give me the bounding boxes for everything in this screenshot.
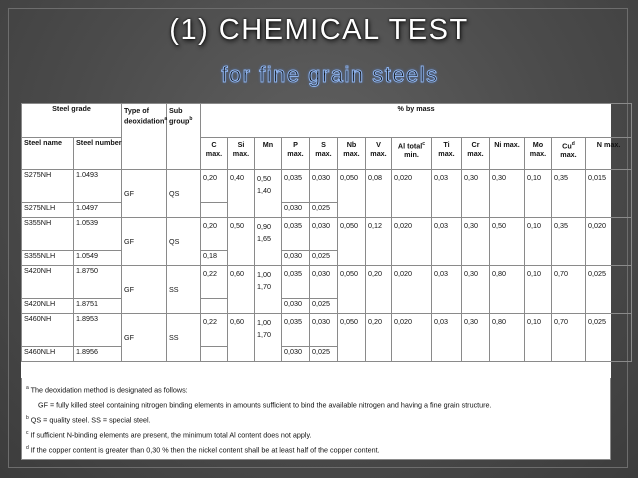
nb-cell: 0,050 [338,314,366,362]
header-element-c [201,138,228,170]
cr-cell: 0,30 [462,218,490,266]
footnote-marker: b [26,415,29,421]
element-symbol: Cu [562,141,572,151]
al-cell: 0,020 [392,170,432,218]
s-cell: 0,025 [310,251,338,266]
element-limit: max. [205,149,223,158]
header-element-s [310,138,338,170]
nb-cell: 0,050 [338,170,366,218]
mn-max-value: 1,65 [257,234,271,243]
element-symbol: V [376,140,381,149]
sub-group-cell: SS [167,266,201,314]
c-cell: 0,18 [201,251,228,266]
footnote [26,426,606,441]
ni-cell: 0,80 [490,266,525,314]
al-cell: 0,020 [392,218,432,266]
ni-cell: 0,50 [490,218,525,266]
sub-group-cell: QS [167,170,201,218]
header-type-of-deoxidation [122,104,167,170]
cu-cell: 0,35 [552,218,586,266]
element-limit: max. [232,149,250,158]
s-cell: 0,030 [310,170,338,203]
steel-name-cell: S275NLH [22,203,74,218]
header-element-p [282,138,310,170]
table-row [22,218,632,251]
footnote-marker: a [26,385,29,391]
steel-name-cell: S460NLH [22,347,74,362]
nb-cell: 0,050 [338,266,366,314]
steel-name-cell: S460NH [22,314,74,347]
al-cell: 0,020 [392,314,432,362]
p-cell: 0,030 [282,347,310,362]
mn-cell [255,266,282,314]
sub-group-cell: QS [167,218,201,266]
table-body [22,170,632,362]
c-cell [201,299,228,314]
footnote [26,381,606,396]
header-element-mn [255,138,282,170]
mn-cell [255,218,282,266]
element-symbol: Ni max. [494,140,520,149]
steel-number-cell: 1.8751 [74,299,122,314]
cu-cell: 0,35 [552,170,586,218]
header-sub-group [167,104,201,170]
v-cell: 0,20 [366,266,392,314]
element-limit: max. [529,149,547,158]
deoxidation-cell: GF [122,266,167,314]
si-cell: 0,60 [228,266,255,314]
header-element-ti [432,138,462,170]
table-row [22,170,632,203]
element-symbol: N max. [596,140,621,149]
element-symbol: S [321,140,326,149]
s-cell: 0,025 [310,299,338,314]
element-symbol: C [211,140,217,149]
steel-number-cell: 1.8953 [74,314,122,347]
header-sub-group-text: Sub group [169,106,190,126]
ti-cell: 0,03 [432,266,462,314]
steel-number-cell: 1.0497 [74,203,122,218]
mo-cell: 0,10 [525,314,552,362]
steel-name-cell: S355NLH [22,251,74,266]
element-sup: d [571,141,575,147]
mn-max-value: 1,40 [257,186,271,195]
header-type-of-deoxidation-sup: a [164,116,168,122]
ni-cell: 0,80 [490,314,525,362]
mn-min-value: 1,00 [257,270,271,279]
mn-max-value: 1,70 [257,330,271,339]
element-symbol: Al total [397,141,423,151]
steel-number-cell: 1.8750 [74,266,122,299]
c-cell: 0,20 [201,218,228,251]
footnote-marker: d [26,445,29,451]
deoxidation-cell: GF [122,170,167,218]
steel-name-cell: S275NH [22,170,74,203]
n-cell: 0,025 [586,266,632,314]
element-limit: max. [467,149,484,158]
v-cell: 0,12 [366,218,392,266]
header-element-cr [462,138,490,170]
footnote-text: If sufficient N-binding elements are present, the minimum total Al content does not apply. [30,430,312,440]
footnote [26,411,606,426]
s-cell: 0,025 [310,347,338,362]
steel-number-cell: 1.0549 [74,251,122,266]
mo-cell: 0,10 [525,218,552,266]
ti-cell: 0,03 [432,314,462,362]
ti-cell: 0,03 [432,218,462,266]
header-steel-name: Steel name [22,138,74,170]
header-steel-number: Steel number [74,138,122,170]
element-symbol-with-sup [554,140,583,150]
nb-cell: 0,050 [338,218,366,266]
s-cell: 0,030 [310,266,338,299]
chemical-composition-table-sheet [21,103,621,460]
element-symbol: P [293,140,298,149]
steel-name-cell: S420NH [22,266,74,299]
p-cell: 0,035 [282,218,310,251]
steel-number-cell: 1.0493 [74,170,122,203]
element-symbol: Si [237,140,245,149]
mn-min-value: 0,90 [257,222,271,231]
sub-group-cell: SS [167,314,201,362]
cr-cell: 0,30 [462,170,490,218]
element-limit: min. [404,150,419,160]
p-cell: 0,035 [282,266,310,299]
si-cell: 0,50 [228,218,255,266]
header-element-cu [552,138,586,170]
steel-name-cell: S420NLH [22,299,74,314]
header-sub-group-sup: b [189,116,193,122]
p-cell: 0,030 [282,203,310,218]
mo-cell: 0,10 [525,170,552,218]
ti-cell: 0,03 [432,170,462,218]
c-cell: 0,22 [201,314,228,347]
slide-title: (1) CHEMICAL TEST [169,14,469,46]
cr-cell: 0,30 [462,314,490,362]
element-symbol: Mo [532,140,544,149]
v-cell: 0,20 [366,314,392,362]
footnote-text: QS = quality steel. SS = special steel. [30,415,151,425]
footnote-text: The deoxidation method is designated as follows: [30,385,188,395]
header-element-v [366,138,392,170]
element-symbol: Ti [443,140,450,149]
deoxidation-cell: GF [122,314,167,362]
mn-max-value: 1,70 [257,282,271,291]
chemical-composition-table [21,103,632,362]
s-cell: 0,030 [310,314,338,347]
footnote-text: If the copper content is greater than 0,30 % then the nickel content shall be at least half of the copper content. [30,445,380,455]
slide-subtitle [200,62,460,88]
p-cell: 0,035 [282,170,310,203]
si-cell: 0,60 [228,314,255,362]
mn-cell [255,314,282,362]
footnote-text: GF = fully killed steel containing nitrogen binding elements in amounts sufficient to bind the available nitrogen and having a fine grain structure. [38,400,492,410]
table-row [22,266,632,299]
element-limit: max. [560,150,577,160]
footnote [26,396,606,411]
steel-number-cell: 1.0539 [74,218,122,251]
footnote [26,441,606,456]
element-symbol-with-sup [394,140,429,150]
element-limit: max. [438,149,455,158]
deoxidation-cell: GF [122,218,167,266]
header-element-al [392,138,432,170]
steel-number-cell: 1.8956 [74,347,122,362]
header-element-nb [338,138,366,170]
header-type-of-deoxidation-text: Type of deoxidation [124,106,165,126]
c-cell: 0,20 [201,170,228,203]
s-cell: 0,030 [310,218,338,251]
n-cell: 0,025 [586,314,632,362]
cr-cell: 0,30 [462,266,490,314]
n-cell: 0,020 [586,218,632,266]
ni-cell: 0,30 [490,170,525,218]
element-header-row [22,138,632,170]
header-percent-by-mass: % by mass [201,104,632,138]
al-cell: 0,020 [392,266,432,314]
subtitle-text: for fine grain steels [221,62,439,87]
steel-name-cell: S355NH [22,218,74,251]
v-cell: 0,08 [366,170,392,218]
cu-cell: 0,70 [552,266,586,314]
p-cell: 0,035 [282,314,310,347]
table-footnotes [21,378,611,460]
header-element-ni [490,138,525,170]
mo-cell: 0,10 [525,266,552,314]
mn-cell [255,170,282,218]
c-cell: 0,22 [201,266,228,299]
element-symbol: Nb [346,140,357,149]
mn-min-value: 1,00 [257,318,271,327]
element-sup: c [422,141,426,147]
header-element-n [586,138,632,170]
c-cell [201,203,228,218]
s-cell: 0,025 [310,203,338,218]
p-cell: 0,030 [282,299,310,314]
element-symbol: Cr [471,140,480,149]
header-steel-grade: Steel grade [22,104,122,138]
element-symbol: Mn [262,140,274,149]
element-limit: max. [370,149,387,158]
header-element-si [228,138,255,170]
cu-cell: 0,70 [552,314,586,362]
mn-min-value: 0,50 [257,174,271,183]
footnote-marker: c [26,430,29,436]
si-cell: 0,40 [228,170,255,218]
element-limit: max. [343,149,360,158]
n-cell: 0,015 [586,170,632,218]
element-limit: max. [315,149,332,158]
element-limit: max. [287,149,304,158]
header-element-mo [525,138,552,170]
p-cell: 0,030 [282,251,310,266]
table-row [22,314,632,347]
c-cell [201,347,228,362]
